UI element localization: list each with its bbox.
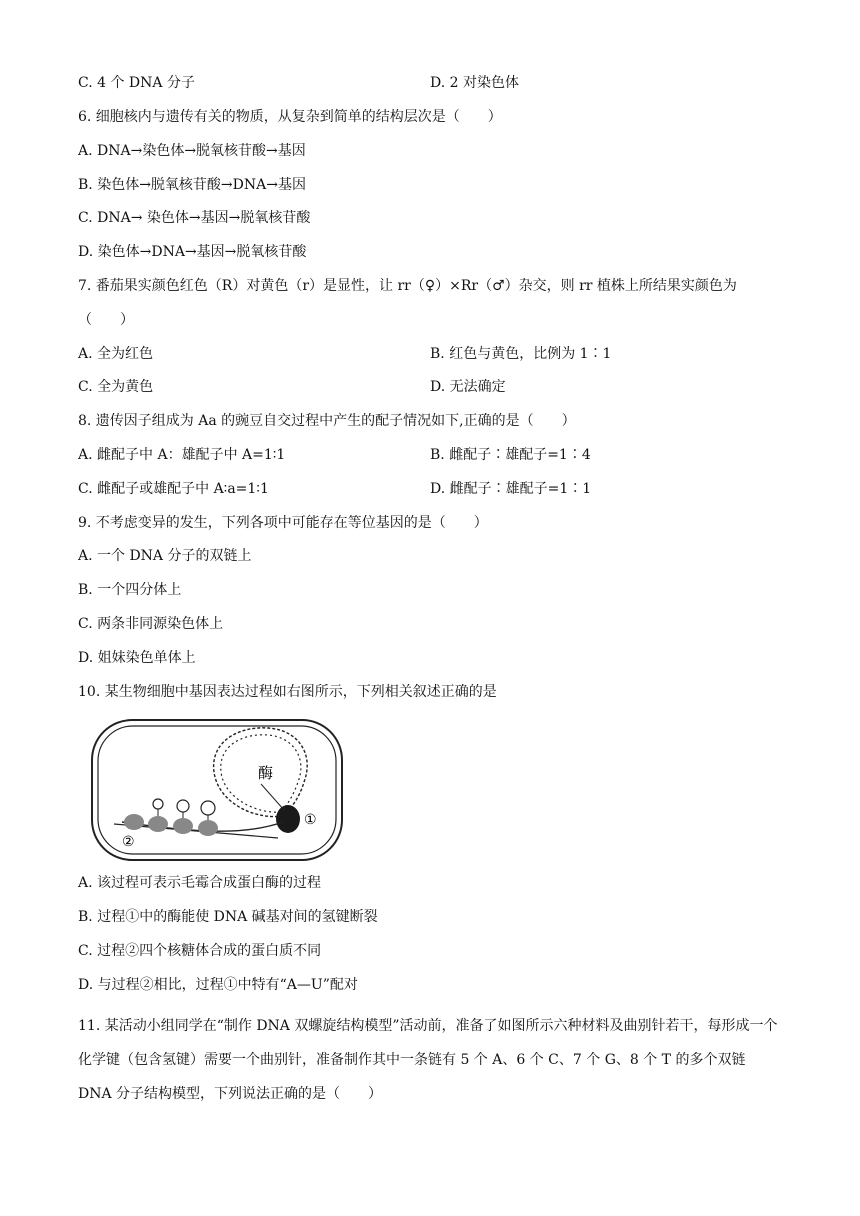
q9-stem: 9. 不考虑变异的发生，下列各项中可能存在等位基因的是（ ） <box>78 515 488 531</box>
q10-option-d: D. 与过程②相比，过程①中特有“A—U”配对 <box>78 977 358 993</box>
q8-option-c: C. 雌配子或雄配子中 A∶a=1∶1 <box>78 481 269 497</box>
ribosome <box>148 816 168 832</box>
q6-option-b: B. 染色体→脱氧核苷酸→DNA→基因 <box>78 177 306 193</box>
q9-option-b: B. 一个四分体上 <box>78 582 182 598</box>
q9-option-c: C. 两条非同源染色体上 <box>78 616 224 632</box>
q5-option-c: C. 4 个 DNA 分子 <box>78 75 195 91</box>
q6-stem: 6. 细胞核内与遗传有关的物质，从复杂到简单的结构层次是（ ） <box>78 109 502 125</box>
peptide-chain <box>177 800 189 812</box>
enzyme-pointer-line <box>261 784 284 810</box>
q10-stem: 10. 某生物细胞中基因表达过程如右图所示，下列相关叙述正确的是 <box>78 684 497 700</box>
q7-option-b: B. 红色与黄色，比例为 1∶1 <box>430 346 612 362</box>
ribosome <box>198 820 218 836</box>
q7-stem-blank: （ ） <box>78 312 134 328</box>
q10-option-b: B. 过程①中的酶能使 DNA 碱基对间的氢键断裂 <box>78 909 378 925</box>
q5-option-d: D. 2 对染色体 <box>430 75 519 91</box>
ribosome-group <box>124 799 218 836</box>
q8-stem: 8. 遗传因子组成为 Aa 的豌豆自交过程中产生的配子情况如下,正确的是（ ） <box>78 413 576 429</box>
ribosome <box>124 814 144 830</box>
process-1-label: ① <box>304 812 317 828</box>
peptide-chain <box>153 799 163 809</box>
q7-option-a: A. 全为红色 <box>78 346 154 362</box>
q10-option-a: A. 该过程可表示毛霉合成蛋白酶的过程 <box>78 875 322 891</box>
q8-option-b: B. 雌配子∶雄配子=1∶4 <box>430 447 591 463</box>
q6-option-d: D. 染色体→DNA→基因→脱氧核苷酸 <box>78 244 307 260</box>
q7-stem: 7. 番茄果实颜色红色（R）对黄色（r）是显性，让 rr（♀）×Rr（♂）杂交，则 rr 植株上所结果实颜色为 <box>78 278 737 294</box>
gene-expression-figure <box>78 712 348 866</box>
q7-option-c: C. 全为黄色 <box>78 379 154 395</box>
q8-option-a: A. 雌配子中 A：雄配子中 A=1∶1 <box>78 447 286 463</box>
q6-option-c: C. DNA→ 染色体→基因→脱氧核苷酸 <box>78 210 311 226</box>
q6-option-a: A. DNA→染色体→脱氧核苷酸→基因 <box>78 143 306 159</box>
q11-stem: 11. 某活动小组同学在“制作 DNA 双螺旋结构模型”活动前，准备了如图所示六种材料及曲别针若干，每形成一个化学键（包含氢键）需要一个曲别针，准备制作其中一条链有 5 个 A、6 个 C、7 个 G、8 个 T 的多个双链 DNA 分子结构模型，下列说法正确的是（ ） <box>78 1018 778 1102</box>
q9-option-a: A. 一个 DNA 分子的双链上 <box>78 548 252 564</box>
ribosome <box>173 818 193 834</box>
peptide-chain <box>201 801 215 815</box>
q9-option-d: D. 姐妹染色单体上 <box>78 650 196 666</box>
process-2-label: ② <box>122 834 135 850</box>
enzyme-label: 酶 <box>258 764 274 782</box>
q8-option-d: D. 雌配子∶雄配子=1∶1 <box>430 481 592 497</box>
q7-option-d: D. 无法确定 <box>430 379 506 395</box>
q10-option-c: C. 过程②四个核糖体合成的蛋白质不同 <box>78 943 322 959</box>
rna-polymerase <box>276 805 300 833</box>
